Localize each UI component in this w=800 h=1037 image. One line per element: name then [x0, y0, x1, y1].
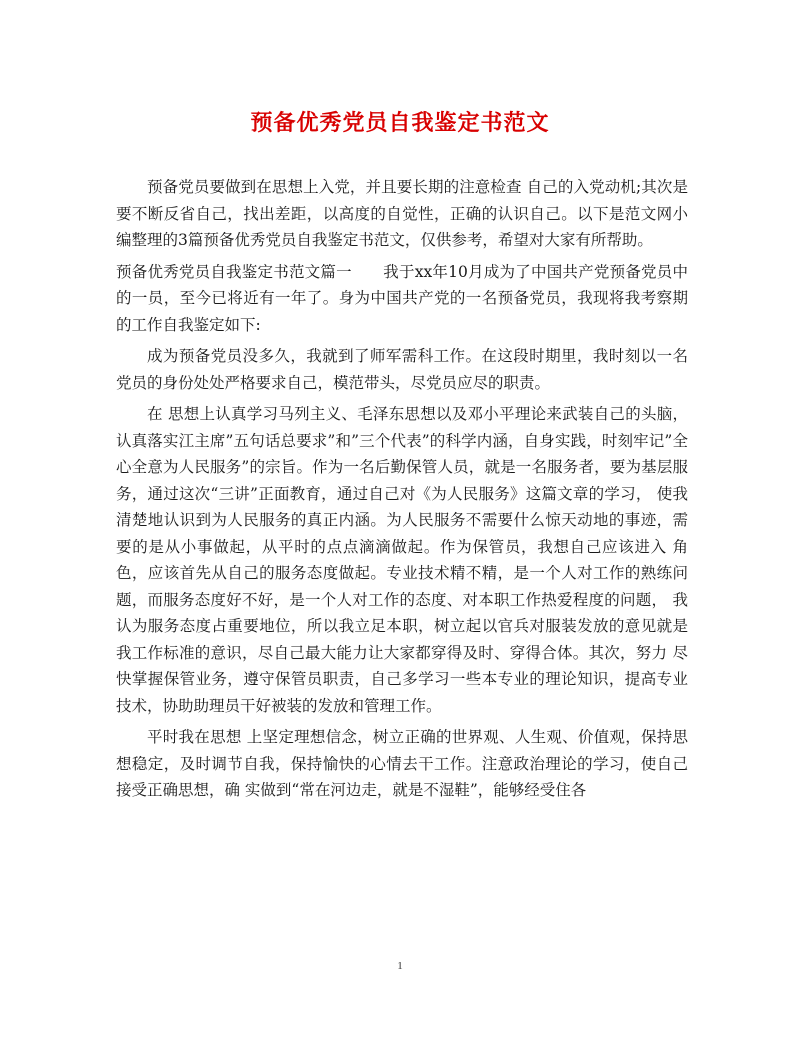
paragraph-section-one-heading: 预备优秀党员自我鉴定书范文篇一 我于xx年10月成为了中国共产党预备党员中的一员，至今已将近有一年了。身为中国共产党的一名预备党员，我现将我考察期的工作自我鉴定如下: — [116, 262, 688, 334]
page-number: 1 — [397, 960, 403, 972]
paragraph-intro: 预备党员要做到在思想上入党，并且要长期的注意检查 自己的入党动机;其次是要不断反省自己，找出差距，以高度的自觉性，正确的认识自己。以下是范文网小编整理的3篇预备优秀党员自我鉴定书范文，仅供参考，希望对大家有所帮助。 — [116, 178, 688, 249]
paragraph-duty: 成为预备党员没多久，我就到了师军需科工作。在这段时期里，我时刻以一名党员的身份处处严格要求自己，模范带头，尽党员应尽的职责。 — [116, 347, 688, 392]
paragraph-thought-study: 在 思想上认真学习马列主义、毛泽东思想以及邓小平理论来武装自己的头脑，认真落实江主席”五句话总要求”和”三个代表”的科学内涵，自身实践，时刻牢记”全 心全意为人民服务”的宗旨。作为一名后勤保管人员，就是一名服务者，要为基层服务，通过这次“三讲”正面教育，通过自己对《为人民服务》这篇文章的学习， 使我清楚地认识到为人民服务的真正内涵。为人民服务不需要什么惊天动地的事迹，需要的是从小事做起，从平时的点点滴滴做起。作为保管员，我想自己应该进入 角色，应该首先从自己的服务态度做起。专业技术精不精，是一个人对工作的熟练问题，而服务态度好不好，是一个人对工作的态度、对本职工作热爱程度的问题， 我认为服务态度占重要地位，所以我立足本职，树立起以官兵对服装发放的意见就是我工作标准的意识，尽自己最大能力让大家都穿得及时、穿得合体。其次，努力 尽快掌握保管业务，遵守保管员职责，自己多学习一些本专业的理论知识，提高专业技术，协助助理员干好被装的发放和管理工作。 — [116, 405, 688, 715]
document-body — [116, 174, 688, 809]
paragraph-ideals: 平时我在思想 上坚定理想信念，树立正确的世界观、人生观、价值观，保持思想稳定，及时调节自我，保持愉快的心情去干工作。注意政治理论的学习，使自己接受正确思想，确 实做到“常在河边走，就是不湿鞋”，能够经受住各 — [116, 728, 688, 799]
document-title: 预备优秀党员自我鉴定书范文 — [250, 110, 550, 136]
